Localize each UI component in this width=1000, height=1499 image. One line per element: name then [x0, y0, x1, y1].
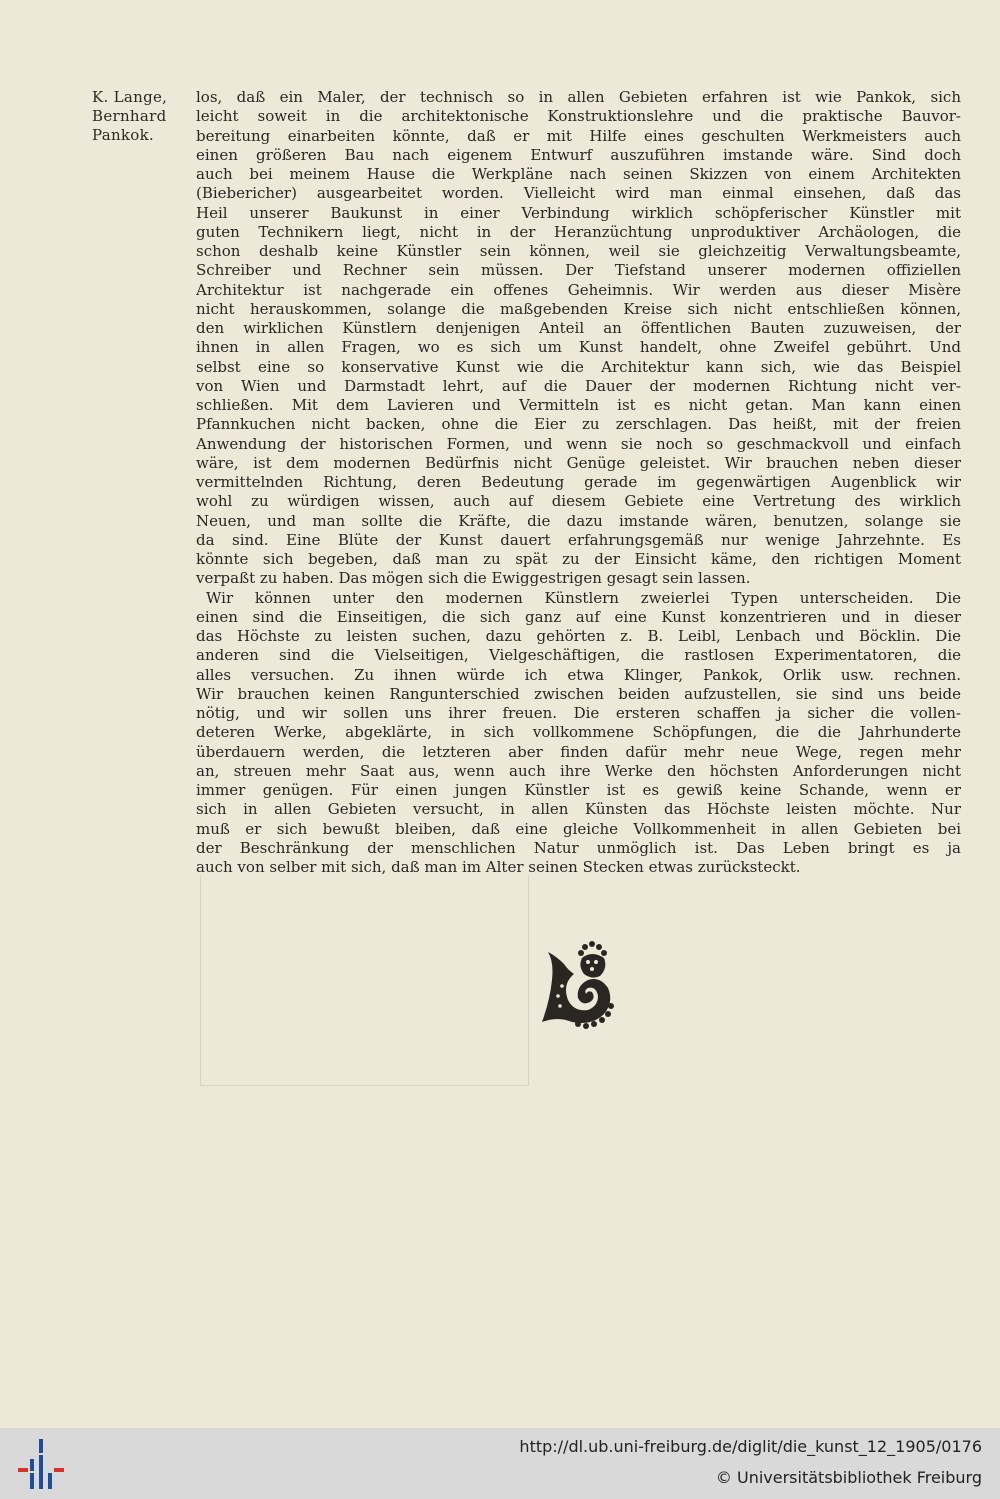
text-line: bereitung einarbeiten könnte, daß er mit Hilfe eines geschulten Werkmeisters auch	[196, 126, 961, 145]
text-line: (Biebericher) ausgearbeitet worden. Vielleicht wird man einmal einsehen, daß das	[196, 184, 961, 203]
permalink-link[interactable]: http://dl.ub.uni-freiburg.de/diglit/die_kunst_12_1905/0176	[519, 1437, 982, 1456]
text-line: sich in allen Gebieten versucht, in allen Künsten das Höchste leisten möchte. Nur	[196, 800, 961, 819]
text-line: da sind. Eine Blüte der Kunst dauert erfahrungsgemäß nur wenige Jahrzehnte. Es	[196, 530, 961, 549]
text-line: einen größeren Bau nach eigenem Entwurf auszuführen imstande wäre. Sind doch	[196, 145, 961, 164]
text-line: nötig, und wir sollen uns ihrer freuen. Die ersteren schaffen ja sicher die vollen-	[196, 704, 961, 722]
marginal-line: K. Lange,	[92, 88, 168, 106]
text-line: Schreiber und Rechner sein müssen. Der Tiefstand unserer modernen offiziellen	[196, 261, 961, 280]
text-line: könnte sich begeben, daß man zu spät zu der Einsicht käme, den richtigen Moment	[196, 550, 961, 568]
text-line: auch bei meinem Hause die Werkpläne nach seinen Skizzen von einem Architekten	[196, 165, 961, 183]
marginal-note	[92, 88, 167, 145]
text-line: ihnen in allen Fragen, wo es sich um Kunst handelt, ohne Zweifel gebührt. Und	[196, 338, 961, 357]
plate-mark	[200, 875, 529, 1086]
text-line: vermittelnden Richtung, deren Bedeutung gerade im gegenwärtigen Augenblick wir	[196, 473, 961, 491]
text-line: verpaßt zu haben. Das mögen sich die Ewiggestrigen gesagt sein lassen.	[196, 569, 751, 588]
text-line: Anwendung der historischen Formen, und wenn sie noch so geschmackvoll und einfach	[196, 434, 961, 453]
text-line: Neuen, und man sollte die Kräfte, die dazu imstande wären, benutzen, solange sie	[196, 511, 961, 530]
text-line: immer genügen. Für einen jungen Künstler ist es gewiß keine Schande, wenn er	[196, 781, 961, 799]
text-line: muß er sich bewußt bleiben, daß eine gleiche Vollkommenheit in allen Gebieten bei	[196, 819, 961, 838]
text-line: Pfannkuchen nicht backen, ohne die Eier zu zerschlagen. Das heißt, mit der freien	[196, 415, 961, 434]
text-line: anderen sind die Vielseitigen, Vielgeschäftigen, die rastlosen Experimentatoren, die	[196, 646, 961, 665]
library-logo-icon	[18, 1437, 64, 1491]
text-line: deteren Werke, abgeklärte, in sich vollkommene Schöpfungen, die die Jahrhunderte	[196, 723, 961, 742]
text-line: einen sind die Einseitigen, die sich ganz auf eine Kunst konzentrieren und in dieser	[196, 607, 961, 626]
snail-vignette-icon	[538, 940, 618, 1032]
text-line: schließen. Mit dem Lavieren und Vermitteln ist es nicht getan. Man kann einen	[196, 396, 961, 414]
text-line: Heil unserer Baukunst in einer Verbindung wirklich schöpferischer Künstler mit	[196, 203, 961, 222]
text-line: nicht herauskommen, solange die maßgebenden Kreise sich nicht entschließen können,	[196, 299, 961, 318]
text-line: das Höchste zu leisten suchen, dazu gehörten z. B. Leibl, Lenbach und Böcklin. Die	[196, 627, 961, 645]
text-line: Wir können unter den modernen Künstlern zweierlei Typen unterscheiden. Die	[206, 588, 961, 607]
text-line: Architektur ist nachgerade ein offenes Geheimnis. Wir werden aus dieser Misère	[196, 280, 961, 299]
text-line: selbst eine so konservative Kunst wie die Architektur kann sich, wie das Beispiel	[196, 357, 961, 376]
text-line: von Wien und Darmstadt lehrt, auf die Dauer der modernen Richtung nicht ver-	[196, 376, 961, 395]
text-line: alles versuchen. Zu ihnen würde ich etwa Klinger, Pankok, Orlik usw. rechnen.	[196, 665, 961, 684]
text-line: schon deshalb keine Künstler sein können, weil sie gleichzeitig Verwaltungsbeamte,	[196, 242, 961, 260]
copyright-text: © Universitätsbibliothek Freiburg	[715, 1468, 982, 1487]
text-line: an, streuen mehr Saat aus, wenn auch ihre Werke den höchsten Anforderungen nicht	[196, 761, 961, 780]
text-line: wohl zu würdigen wissen, auch auf diesem Gebiete eine Vertretung des wirklich	[196, 492, 961, 511]
text-line: leicht soweit in die architektonische Konstruktionslehre und die praktische Bauvor-	[196, 107, 961, 126]
text-line: wäre, ist dem modernen Bedürfnis nicht Genüge geleistet. Wir brauchen neben dieser	[196, 453, 961, 472]
marginal-line: Pankok.	[92, 126, 155, 144]
text-line: der Beschränkung der menschlichen Natur unmöglich ist. Das Leben bringt es ja	[196, 838, 961, 857]
text-line: los, daß ein Maler, der technisch so in allen Gebieten erfahren ist wie Pankok, sich	[196, 88, 961, 106]
body-text	[196, 88, 961, 877]
text-line: guten Technikern liegt, nicht in der Heranzüchtung unproduktiver Archäologen, die	[196, 222, 961, 241]
text-line: Wir brauchen keinen Rangunterschied zwischen beiden aufzustellen, sie sind uns beide	[196, 684, 961, 703]
text-line: überdauern werden, die letzteren aber finden dafür mehr neue Wege, regen mehr	[196, 742, 961, 761]
text-line: den wirklichen Künstlern denjenigen Anteil an öffentlichen Bauten zuzuweisen, der	[196, 319, 961, 337]
marginal-line: Bernhard	[92, 107, 167, 125]
text-line: auch von selber mit sich, daß man im Alter seinen Stecken etwas zurücksteckt.	[196, 858, 801, 876]
